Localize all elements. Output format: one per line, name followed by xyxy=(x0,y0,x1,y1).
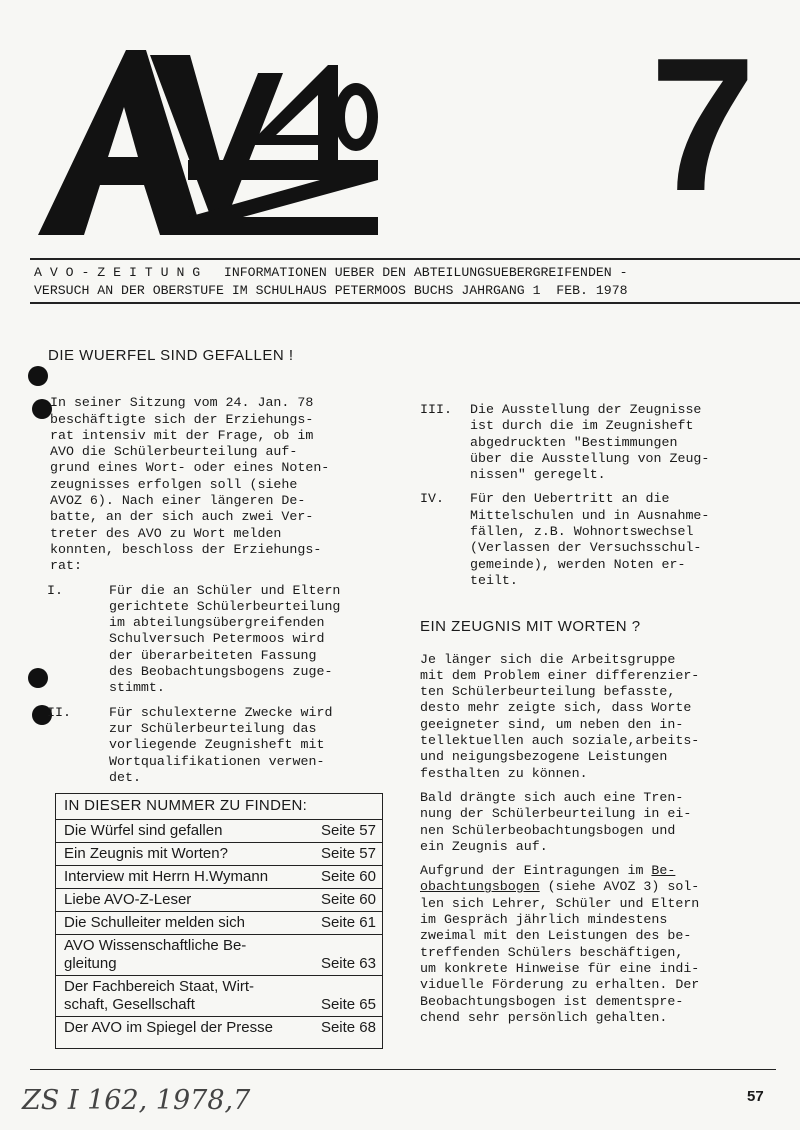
text-line: nen Schülerbeobachtungsbogen und xyxy=(420,822,676,838)
text-line: desto mehr zeigte sich, dass Worte xyxy=(420,700,692,716)
text-fragment: Aufgrund der Eintragungen im xyxy=(420,863,652,879)
text-line: nung der Schülerbeurteilung in ei- xyxy=(420,806,692,822)
paragraph xyxy=(420,790,780,855)
masthead xyxy=(34,264,796,300)
text-line: AVO die Schülerbeurteilung auf- xyxy=(50,444,298,460)
issue-number: 7 xyxy=(650,19,756,231)
text-line: len sich Lehrer, Schüler und Eltern xyxy=(420,895,700,911)
text-line: teilt. xyxy=(470,572,518,588)
text-line: vorliegende Zeugnisheft mit xyxy=(109,737,325,753)
text-line: Wortqualifikationen verwen- xyxy=(109,753,325,769)
text-line: ten Schülerbeurteilung befasste, xyxy=(420,684,676,700)
toc-entry-page: Seite 65 xyxy=(320,996,376,1013)
text-line: Beobachtungsbogen ist dementspre- xyxy=(420,993,684,1009)
text-line: ein Zeugnis auf. xyxy=(420,838,548,854)
text-line: Bald drängte sich auch eine Tren- xyxy=(420,789,684,805)
text-line: Die Ausstellung der Zeugnisse xyxy=(470,402,702,417)
toc-entry-page: Seite 57 xyxy=(320,845,376,862)
toc-entry-title: Liebe AVO-Z-Leser xyxy=(64,891,192,908)
toc-row xyxy=(56,975,382,1016)
masthead-line-1: A V O - Z E I T U N G INFORMATIONEN UEBER DEN ABTEILUNGSUEBERGREIFENDEN - xyxy=(34,265,628,280)
toc-row xyxy=(56,911,382,934)
toc-entry-page: Seite 63 xyxy=(320,955,376,972)
text-line: viduelle Förderung zu erhalten. Der xyxy=(420,977,700,993)
punch-hole xyxy=(28,668,48,688)
text-line: det. xyxy=(109,769,141,785)
text-line: grund eines Wort- oder eines Noten- xyxy=(50,460,330,476)
underlined-term: Be- xyxy=(651,863,676,879)
list-item-number: I. xyxy=(47,582,63,598)
toc-row xyxy=(56,865,382,888)
list-item-number: II. xyxy=(47,704,71,720)
article-left-column xyxy=(47,347,395,786)
toc-entry-page: Seite 60 xyxy=(320,891,376,908)
punch-hole xyxy=(32,399,52,419)
text-line: fällen, z.B. Wohnortswechsel xyxy=(470,524,694,540)
toc-row xyxy=(56,934,382,975)
toc-entry-page: Seite 60 xyxy=(320,868,376,885)
toc-entry-title: Der Fachbereich Staat, Wirt- schaft, Gesellschaft xyxy=(64,978,255,1013)
text-line: AVOZ 6). Nach einer längeren De- xyxy=(50,493,306,509)
masthead-line-2: VERSUCH AN DER OBERSTUFE IM SCHULHAUS PETERMOOS BUCHS JAHRGANG 1 FEB. 1978 xyxy=(34,283,628,298)
text-fragment: (siehe AVOZ 3) sol- xyxy=(539,879,700,895)
masthead-bottom-rule xyxy=(30,302,800,304)
toc-row xyxy=(56,888,382,911)
toc-entry-title: Der AVO im Spiegel der Presse xyxy=(64,1019,273,1036)
toc-entry-title: AVO Wissenschaftliche Be- gleitung xyxy=(64,937,247,972)
text-line: Je länger sich die Arbeitsgruppe xyxy=(420,651,676,667)
toc-entry-page: Seite 57 xyxy=(320,822,376,839)
underlined-term: obachtungsbogen xyxy=(420,879,540,895)
text-line: zur Schülerbeurteilung das xyxy=(109,720,317,736)
text-line: Mittelschulen und in Ausnahme- xyxy=(470,507,710,523)
text-line: chend sehr persönlich gehalten. xyxy=(420,1009,668,1025)
text-line: stimmt. xyxy=(109,680,165,696)
article-title: EIN ZEUGNIS MIT WORTEN ? xyxy=(420,618,641,636)
text-line: im abteilungsübergreifenden xyxy=(109,615,325,631)
text-line: treffenden Schülers beschäftigen, xyxy=(420,944,684,960)
list-item-number: IV. xyxy=(420,491,444,507)
toc-entry-page: Seite 68 xyxy=(320,1019,376,1036)
text-line: zeugnisses erfolgen soll (siehe xyxy=(50,476,298,492)
toc-entry-page: Seite 61 xyxy=(320,914,376,931)
table-of-contents xyxy=(55,793,383,1049)
text-line: rat intensiv mit der Frage, ob im xyxy=(50,427,314,443)
list-item xyxy=(47,583,395,697)
list-item xyxy=(420,491,780,589)
paragraph xyxy=(420,652,780,782)
text-line: Für den Uebertritt an die xyxy=(470,491,670,507)
text-line: mit dem Problem einer differenzier- xyxy=(420,667,700,683)
list-item-number: III. xyxy=(420,402,452,417)
article-right-column xyxy=(420,402,780,1026)
toc-entry-title: Ein Zeugnis mit Worten? xyxy=(64,845,228,862)
toc-entry-title: Die Würfel sind gefallen xyxy=(64,822,223,839)
text-line: Für die an Schüler und Eltern xyxy=(109,582,341,598)
text-line: Für schulexterne Zwecke wird xyxy=(109,704,333,720)
text-line: gemeinde), werden Noten er- xyxy=(470,556,686,572)
toc-row xyxy=(56,1016,382,1039)
text-line: konnten, beschloss der Erziehungs- xyxy=(50,541,322,557)
footer-rule xyxy=(30,1069,776,1070)
masthead-top-rule xyxy=(30,258,800,260)
article-title: DIE WUERFEL SIND GEFALLEN ! xyxy=(48,347,294,364)
text-line: über die Ausstellung von Zeug- xyxy=(470,450,710,466)
text-line: beschäftigte sich der Erziehungs- xyxy=(50,411,314,427)
handwritten-note: ZS I 162, 1978,7 xyxy=(22,1085,251,1116)
toc-entry-title: Interview mit Herrn H.Wymann xyxy=(64,868,269,885)
toc-row xyxy=(56,842,382,865)
text-line xyxy=(420,879,780,895)
text-line: treter des AVO zu Wort melden xyxy=(50,525,282,541)
text-line: ist durch die im Zeugnisheft xyxy=(470,418,694,434)
paragraph xyxy=(420,863,780,1026)
text-line: im Gespräch jährlich mindestens xyxy=(420,912,668,928)
text-line: In seiner Sitzung vom 24. Jan. 78 xyxy=(50,395,314,411)
article-intro xyxy=(50,395,395,574)
text-line: um konkrete Hinweise für eine indi- xyxy=(420,960,700,976)
text-line xyxy=(420,863,780,879)
text-line: rat: xyxy=(50,558,82,574)
toc-row xyxy=(56,819,382,842)
text-line: abgedruckten "Bestimmungen xyxy=(470,434,678,450)
text-line: der überarbeiteten Fassung xyxy=(109,647,317,663)
avoz-logo xyxy=(38,45,388,240)
text-line: tellektuellen auch soziale,arbeits- xyxy=(420,733,700,749)
text-line: zweimal mit den Leistungen des be- xyxy=(420,928,692,944)
text-line: und neigungsbezogene Leistungen xyxy=(420,749,668,765)
list-item xyxy=(420,402,780,483)
toc-title: IN DIESER NUMMER ZU FINDEN: xyxy=(64,797,308,814)
text-line: gerichtete Schülerbeurteilung xyxy=(109,598,341,614)
text-line: Schulversuch Petermoos wird xyxy=(109,631,325,647)
text-line: batte, an der sich auch zwei Ver- xyxy=(50,509,314,525)
punch-hole xyxy=(28,366,48,386)
text-line: geeigneter sind, um neben den in- xyxy=(420,716,684,732)
list-item xyxy=(47,705,395,786)
text-line: festhalten zu können. xyxy=(420,765,588,781)
text-line: nissen" geregelt. xyxy=(470,467,606,483)
page-number: 57 xyxy=(747,1088,764,1105)
text-line: (Verlassen der Versuchsschul- xyxy=(470,540,702,556)
toc-entry-title: Die Schulleiter melden sich xyxy=(64,914,245,931)
text-line: des Beobachtungsbogens zuge- xyxy=(109,664,333,680)
